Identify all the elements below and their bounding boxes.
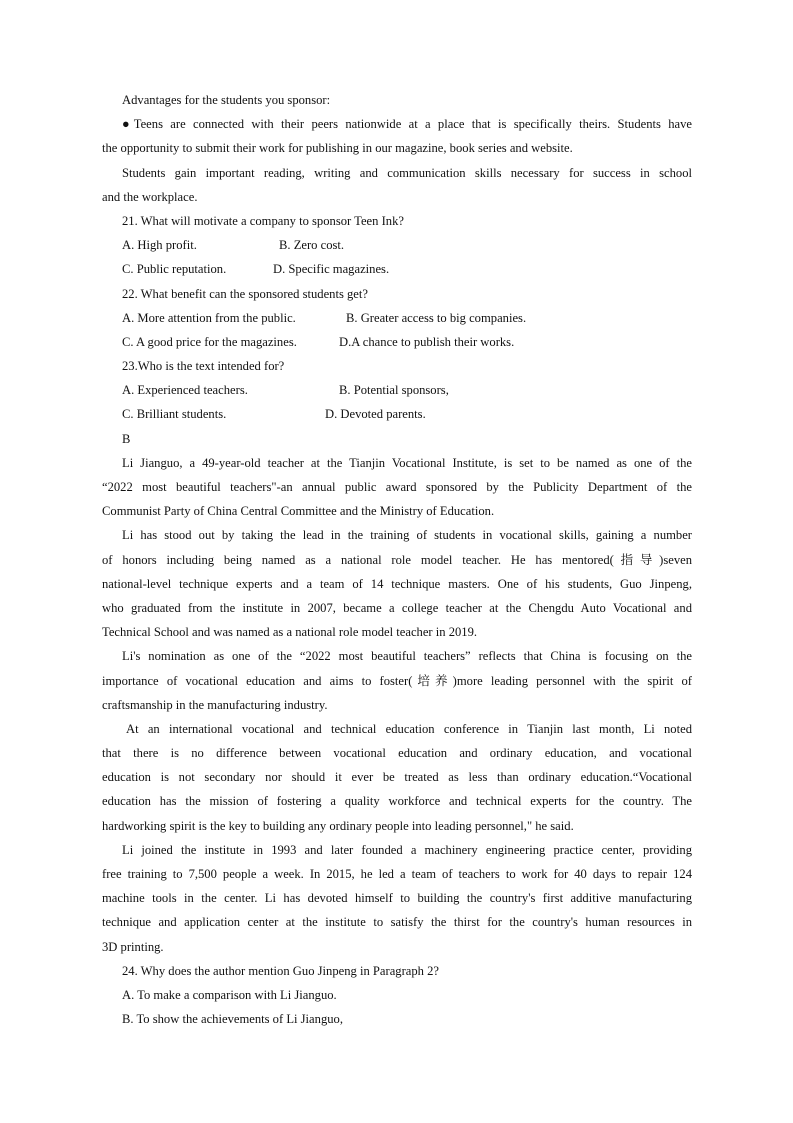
q22-option-a: A. More attention from the public.: [122, 310, 296, 325]
question-23-stem: 23.Who is the text intended for?: [122, 359, 285, 374]
advantages-heading: Advantages for the students you sponsor:: [122, 93, 331, 107]
q21-option-a: A. High profit.: [122, 238, 197, 253]
question-21-options-row-2: [102, 257, 692, 281]
q23-option-b: B. Potential sponsors,: [339, 383, 449, 398]
paragraph-4-line-1: At an international vocational and technical education conference in Tianjin last month, Li noted: [126, 721, 692, 736]
paragraph-3-line-3: craftsmanship in the manufacturing industry.: [102, 697, 328, 712]
paragraph-4-line-2: that there is no difference between vocational education and ordinary education, and vocational: [102, 746, 692, 761]
q22-option-d: D.A chance to publish their works.: [339, 334, 515, 349]
paragraph-1-line-1: Li Jianguo, a 49-year-old teacher at the Tianjin Vocational Institute, is set to be named as one of the: [122, 455, 692, 470]
question-24-stem: 24. Why does the author mention Guo Jinpeng in Paragraph 2?: [122, 963, 439, 978]
advantage-item-1-line-2: the opportunity to submit their work for publishing in our magazine, book series and website.: [102, 141, 573, 156]
document-page: [102, 88, 692, 1031]
question-22-options-row-1: [102, 306, 692, 330]
paragraph-3-line-2: importance of vocational education and aims to foster(培养)more leading personnel with the spirit of: [102, 673, 692, 688]
q21-option-d: D. Specific magazines.: [273, 262, 390, 277]
paragraph-3-line-1: Li's nomination as one of the “2022 most beautiful teachers” reflects that China is focusing on the: [122, 649, 692, 664]
advantage-item-2-line-2: and the workplace.: [102, 189, 198, 204]
advantage-item-1-line-1: ●Teens are connected with their peers nationwide at a place that is specifically theirs. Students have: [122, 117, 692, 132]
q21-option-c: C. Public reputation.: [122, 262, 227, 277]
advantage-item-2-line-1: Students gain important reading, writing and communication skills necessary for success in school: [122, 165, 692, 180]
paragraph-2-line-2: of honors including being named as a national role model teacher. He has mentored(指导)seven: [102, 552, 692, 567]
question-23-options-row-2: [102, 402, 692, 426]
q22-option-b: B. Greater access to big companies.: [346, 310, 527, 325]
paragraph-5-line-3: machine tools in the center. Li has devoted himself to building the country's first additive manufacturing: [102, 891, 692, 906]
q23-option-a: A. Experienced teachers.: [122, 383, 248, 398]
paragraph-4-line-5: hardworking spirit is the key to building any ordinary people into leading personnel," he said.: [102, 818, 574, 833]
q21-option-b: B. Zero cost.: [279, 238, 345, 253]
paragraph-5-line-1: Li joined the institute in 1993 and later founded a machinery engineering practice center, providing: [122, 842, 692, 857]
paragraph-5-line-2: free training to 7,500 people a week. In 2015, he led a team of teachers to work for 40 days to repair 124: [102, 867, 692, 881]
paragraph-2-line-5: Technical School and was named as a national role model teacher in 2019.: [102, 625, 478, 640]
q24-option-b: B. To show the achievements of Li Jianguo,: [122, 1012, 343, 1027]
question-23-options-row-1: [102, 378, 692, 402]
paragraph-5-line-5: 3D printing.: [102, 939, 164, 954]
paragraph-1-line-2: “2022 most beautiful teachers"-an annual public award sponsored by the Publicity Department of the: [102, 480, 692, 494]
q24-option-a: A. To make a comparison with Li Jianguo.: [122, 987, 337, 1002]
section-b-label: B: [122, 431, 131, 446]
paragraph-5-line-4: technique and application center at the institute to satisfy the thirst for the country's human resources in: [102, 915, 692, 930]
paragraph-2-line-3: national-level technique experts and a team of 14 technique masters. One of his students, Guo Jinpeng,: [102, 576, 692, 591]
question-22-stem: 22. What benefit can the sponsored students get?: [122, 286, 368, 301]
paragraph-2-line-1: Li has stood out by taking the lead in the training of students in vocational skills, gaining a number: [122, 528, 692, 543]
q23-option-d: D. Devoted parents.: [325, 407, 426, 422]
question-22-options-row-2: [102, 330, 692, 354]
paragraph-2-line-4: who graduated from the institute in 2007, became a college teacher at the Chengdu Auto Vocational and: [102, 600, 692, 615]
paragraph-4-line-3: education is not secondary nor should it ever be treated as less than ordinary education.“Vocational: [102, 770, 692, 785]
q23-option-c: C. Brilliant students.: [122, 407, 227, 422]
question-21-stem: 21. What will motivate a company to sponsor Teen Ink?: [122, 213, 404, 228]
q22-option-c: C. A good price for the magazines.: [122, 334, 297, 349]
paragraph-4-line-4: education has the mission of fostering a quality workforce and technical experts for the country. The: [102, 794, 692, 809]
question-21-options-row-1: [102, 233, 692, 257]
paragraph-1-line-3: Communist Party of China Central Committee and the Ministry of Education.: [102, 504, 495, 519]
